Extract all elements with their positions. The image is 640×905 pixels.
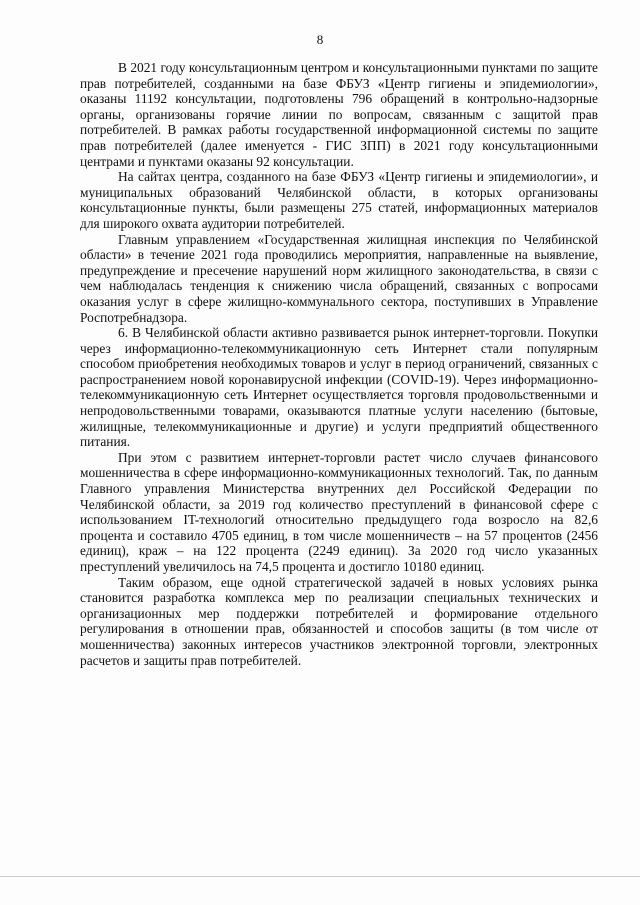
paragraph-fraud: При этом с развитием интернет-торговли растет число случаев финансового мошенничества в сфере информационно-коммуникационных технологий. Так, по данным Главного управления Министерства внутренних дел Российской Федерации по Челябинской области, за 2019 год количество преступлений в финансовой сфере с использованием IT-технологий относительно предыдущего года возросло на 82,6 процента и составило 4705 единиц, в том числе мошенничеств – на 57 процентов (2456 единиц), краж – на 122 процента (2249 единиц). За 2020 год число указанных преступлений увеличилось на 74,5 процента и достигло 10180 единиц. <box>80 449 598 574</box>
paragraph-consultations: В 2021 году консультационным центром и консультационными пунктами по защите прав потребителей, созданными на базе ФБУЗ «Центр гигиены и эпидемиологии», оказаны 11192 консультации, подготовлены 796 обращений в контрольно-надзорные органы, организованы горячие линии по вопросам, связанным с защитой прав потребителей. В рамках работы государственной информационной системы по защите прав потребителей (далее именуется - ГИС ЗПП) в 2021 году консультационными центрами и пунктами оказаны 92 консультации. <box>80 60 598 169</box>
scan-bottom-edge <box>0 876 640 877</box>
paragraph-internet-trade: 6. В Челябинской области активно развивается рынок интернет-торговли. Покупки через информационно-телекоммуникационную сеть Интернет стали популярным способом приобретения необходимых товаров и услуг в период ограничений, связанных с распространением новой коронавирусной инфекции (COVID-19). Через информационно-телекоммуникационную сеть Интернет осуществляется торговля продовольственными и непродовольственными товарами, оказываются платные услуги населению (бытовые, жилищные, телекоммуникационные и другие) и услуги предприятий общественного питания. <box>80 325 598 450</box>
document-body <box>80 60 598 668</box>
paragraph-housing-inspection: Главным управлением «Государственная жилищная инспекция по Челябинской области» в течение 2021 года проводились мероприятия, направленные на выявление, предупреждение и пресечение нарушений норм жилищного законодательства, в связи с чем наблюдалась тенденция к снижению числа обращений, связанных с вопросами оказания услуг в сфере жилищно-коммунального сектора, поступивших в Управление Роспотребнадзора. <box>80 231 598 325</box>
page-number: 8 <box>316 32 324 47</box>
paragraph-websites: На сайтах центра, созданного на базе ФБУЗ «Центр гигиены и эпидемиологии», и муниципальных образований Челябинской области, в которых организованы консультационные пункты, были размещены 275 статей, информационных материалов для широкого охвата аудитории потребителей. <box>80 169 598 231</box>
paragraph-conclusion: Таким образом, еще одной стратегической задачей в новых условиях рынка становится разработка комплекса мер по реализации специальных технических и организационных мер поддержки потребителей и формирование отдельного регулирования в отношении прав, обязанностей и способов защиты (в том числе от мошенничества) законных интересов участников электронной торговли, электронных расчетов и защиты прав потребителей. <box>80 574 598 668</box>
